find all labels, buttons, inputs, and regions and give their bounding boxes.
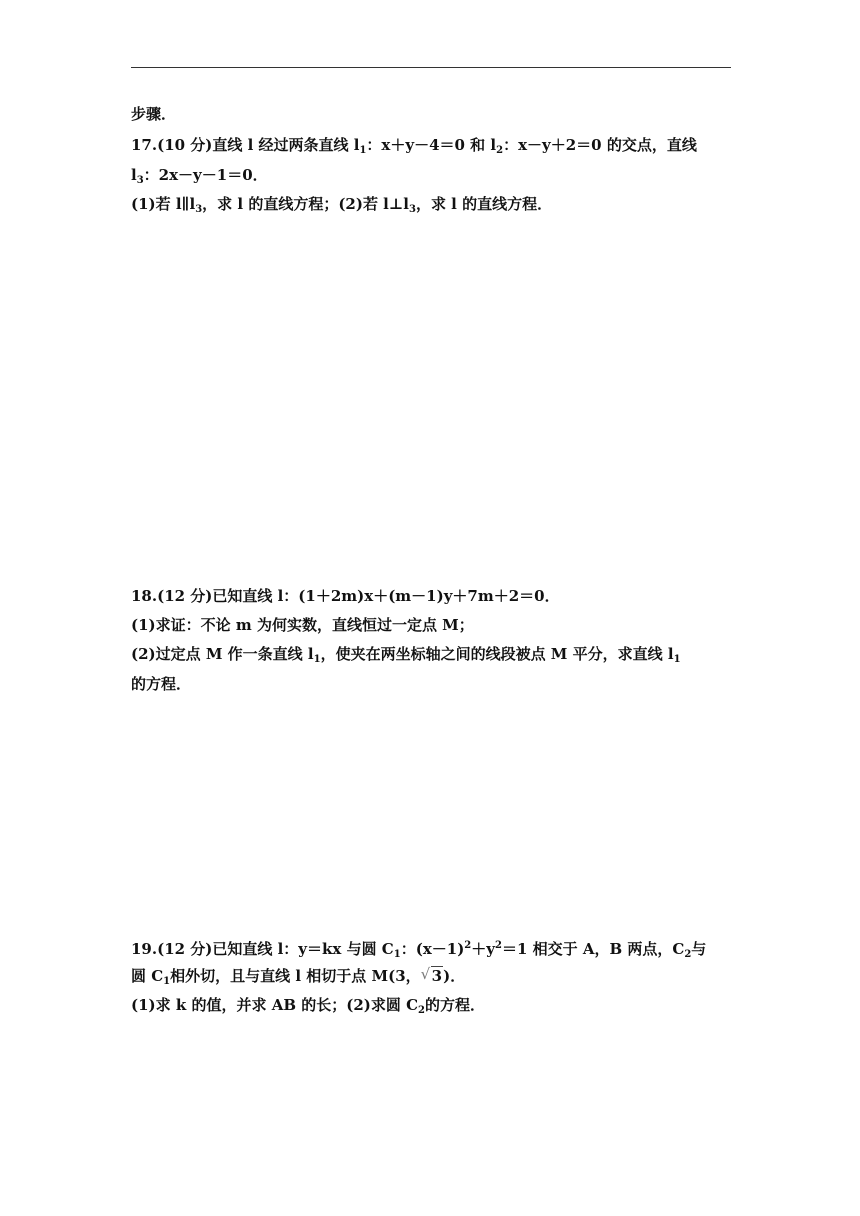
subscript: 2: [684, 949, 692, 960]
q19-text: )．: [443, 967, 466, 985]
subscript: 2: [496, 145, 504, 156]
radical-sign: √: [420, 965, 431, 983]
radicand: 3: [431, 967, 443, 985]
q17-text: ：2x－y－1＝0．: [143, 166, 268, 184]
subscript: 3: [408, 204, 416, 215]
q17-text: ，求 l 的直线方程；(2)若 l⊥l: [202, 195, 409, 213]
subscript: 1: [163, 976, 171, 987]
subscript: 1: [359, 145, 367, 156]
q19-text: ：(x－1): [400, 940, 465, 958]
q17-text: ：x＋y－4＝0 和 l: [366, 136, 497, 154]
q19-text: (1)求 k 的值，并求 AB 的长；(2)求圆 C: [131, 996, 419, 1014]
q17-text: ，求 l 的直线方程．: [415, 195, 553, 213]
q17-text: 17.(10 分)直线 l 经过两条直线 l: [131, 136, 360, 154]
q17-line-1: [131, 135, 731, 161]
q18-text: (1)求证：不论 m 为何实数，直线恒过一定点 M；: [131, 616, 474, 634]
q18-text: ，使夹在两坐标轴之间的线段被点 M 平分，求直线 l: [320, 645, 674, 663]
q19-line-3: [131, 995, 485, 1021]
q18-text: 18.(12 分)已知直线 l：(1＋2m)x＋(m－1)y＋7m＋2＝0．: [131, 587, 560, 605]
q18-text: (2)过定点 M 作一条直线 l: [131, 645, 314, 663]
square-root: [421, 966, 443, 986]
q18-line-1: [131, 586, 560, 606]
q17-text: l: [131, 166, 137, 184]
q18-line-2: [131, 615, 474, 635]
q19-text: 的方程．: [425, 996, 486, 1014]
subscript: 3: [195, 204, 203, 215]
q19-line-1: [131, 936, 706, 965]
q19-line-2: [131, 966, 465, 992]
subscript: 1: [393, 949, 401, 960]
q18-line-4: [131, 674, 191, 694]
q19-text: ＝1 相交于 A，B 两点，C: [501, 940, 685, 958]
subscript: 1: [673, 654, 681, 665]
superscript: 2: [464, 940, 472, 951]
q17-text: ：x－y＋2＝0 的交点，直线: [503, 136, 697, 154]
subscript: 2: [418, 1005, 425, 1016]
q17-line-2: [131, 165, 268, 191]
q19-text: ＋y: [471, 940, 495, 958]
subscript: 3: [136, 175, 144, 186]
q17-text: (1)若 l∥l: [131, 195, 196, 213]
q19-text: 19.(12 分)已知直线 l：y＝kx 与圆 C: [131, 940, 394, 958]
subscript: 1: [313, 654, 321, 665]
q18-line-3: [131, 644, 681, 670]
superscript: 2: [494, 940, 502, 951]
text-line-continuation: [131, 104, 176, 124]
q18-text: 的方程．: [131, 675, 192, 693]
q19-text: 与: [691, 940, 707, 958]
continuation-text: 步骤．: [131, 105, 177, 123]
header-rule: [131, 67, 731, 68]
q19-text: 相外切，且与直线 l 相切于点 M(3，: [170, 967, 421, 985]
q19-text: 圆 C: [131, 967, 164, 985]
q17-line-3: [131, 194, 552, 220]
